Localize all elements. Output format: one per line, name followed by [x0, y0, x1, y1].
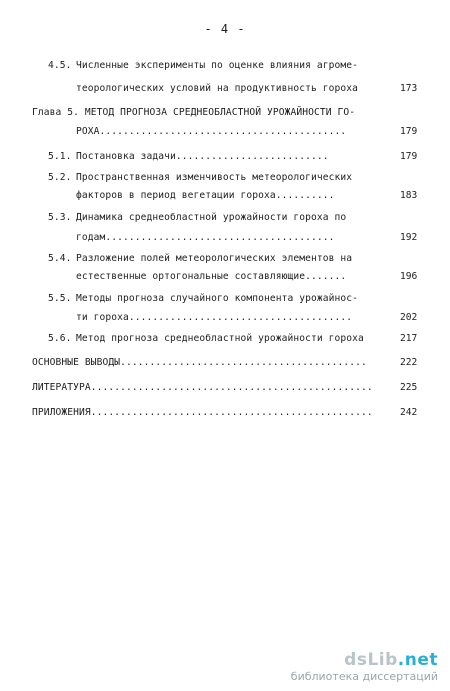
toc-text: ОСНОВНЫЕ ВЫВОДЫ.......................................... [32, 357, 367, 368]
toc-text: теорологических условий на продуктивность гороха [76, 83, 359, 94]
toc-text: ПРИЛОЖЕНИЯ................................................ [32, 407, 373, 418]
toc-page: 217 [400, 333, 418, 344]
toc-number: 5.3. [48, 212, 72, 223]
toc-number: 5.4. [48, 253, 72, 264]
watermark-subtitle: библиотека диссертаций [290, 670, 438, 683]
toc-text: факторов в период вегетации гороха.......... [76, 190, 335, 201]
toc-text: Постановка задачи.......................... [76, 151, 329, 162]
toc-page: 179 [400, 151, 418, 162]
toc-text: ти гороха...................................... [76, 312, 353, 323]
toc-text: естественные ортогональные составляющие....... [76, 271, 347, 282]
toc-page: 242 [400, 407, 418, 418]
toc-page: 222 [400, 357, 418, 368]
toc-number: 5.1. [48, 151, 72, 162]
toc-page: 192 [400, 232, 418, 243]
watermark [291, 650, 438, 683]
toc-number: 5.2. [48, 172, 72, 183]
toc-page: 179 [400, 126, 418, 137]
toc-page: 202 [400, 312, 418, 323]
toc-page: 183 [400, 190, 418, 201]
toc-page: 225 [400, 382, 418, 393]
toc-text: Пространственная изменчивость метеорологических [76, 172, 353, 183]
toc-text: Методы прогноза случайного компонента урожайнос- [76, 293, 359, 304]
toc-number: 4.5. [48, 60, 72, 71]
toc-page: 196 [400, 271, 418, 282]
toc-number: 5.5. [48, 293, 72, 304]
toc-text: Метод прогноза среднеобластной урожайности гороха [76, 333, 364, 344]
page-number: - 4 - [204, 22, 246, 36]
toc-number: 5.6. [48, 333, 72, 344]
toc-page: 173 [400, 83, 418, 94]
watermark-logo: dsLib.net [344, 650, 438, 670]
toc-text: ЛИТЕРАТУРА................................................ [32, 382, 373, 393]
toc-text: Численные эксперименты по оценке влияния агроме- [76, 60, 359, 71]
toc-text: годам....................................... [76, 232, 335, 243]
toc-text: Разложение полей метеорологических элементов на [76, 253, 353, 264]
toc-text: Динамика среднеобластной урожайности гороха по [76, 212, 347, 223]
toc-text: Глава 5. МЕТОД ПРОГНОЗА СРЕДНЕОБЛАСТНОЙ УРОЖАЙНОСТИ ГО- [32, 107, 356, 118]
toc-text: РОХА.......................................... [76, 126, 347, 137]
